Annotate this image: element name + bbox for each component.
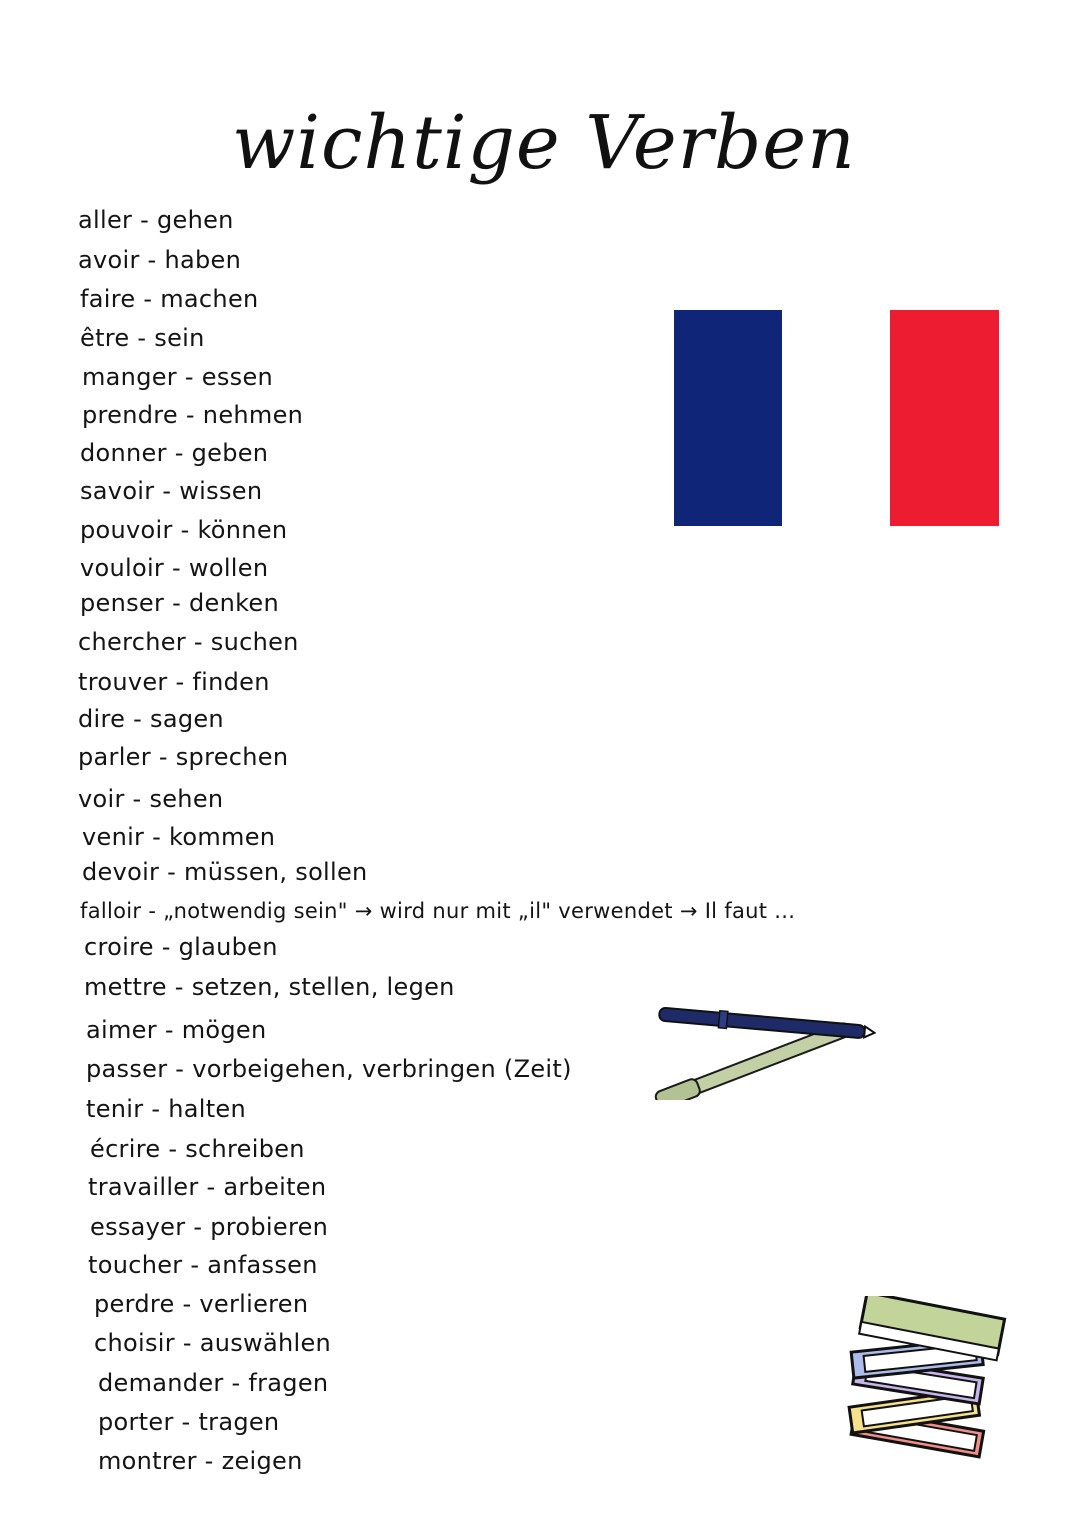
vocab-item: perdre - verlieren	[94, 1290, 309, 1318]
vocab-item: travailler - arbeiten	[88, 1173, 327, 1201]
pens-icon	[636, 1004, 876, 1100]
vocab-item: chercher - suchen	[78, 628, 299, 656]
flag-blue-stripe	[674, 310, 782, 526]
vocab-item: porter - tragen	[98, 1408, 280, 1436]
vocab-item: savoir - wissen	[80, 477, 263, 505]
vocab-item: mettre - setzen, stellen, legen	[84, 973, 455, 1001]
vocab-item: donner - geben	[80, 439, 269, 467]
vocab-item: aimer - mögen	[86, 1016, 267, 1044]
vocab-item: trouver - finden	[78, 668, 270, 696]
vocab-item: devoir - müssen, sollen	[82, 858, 368, 886]
vocab-item: penser - denken	[80, 589, 279, 617]
french-flag	[674, 310, 999, 526]
vocab-item: prendre - nehmen	[82, 401, 304, 429]
vocab-item: choisir - auswählen	[94, 1329, 332, 1357]
vocab-item: aller - gehen	[78, 206, 234, 234]
vocab-item: croire - glauben	[84, 933, 278, 961]
vocab-item: montrer - zeigen	[98, 1447, 303, 1475]
vocab-item: falloir - „notwendig sein" → wird nur mit „il" verwendet → Il faut ...	[80, 899, 796, 923]
vocab-item: dire - sagen	[78, 705, 224, 733]
book-stack-icon	[840, 1296, 1020, 1466]
vocab-item: faire - machen	[80, 285, 259, 313]
vocab-item: être - sein	[80, 324, 205, 352]
vocab-item: vouloir - wollen	[80, 554, 269, 582]
vocab-item: avoir - haben	[78, 246, 242, 274]
flag-red-stripe	[890, 310, 999, 526]
vocab-item: demander - fragen	[98, 1369, 329, 1397]
page-title: wichtige Verben	[232, 100, 856, 186]
vocab-item: essayer - probieren	[90, 1213, 329, 1241]
vocab-item: écrire - schreiben	[90, 1135, 305, 1163]
vocab-item: manger - essen	[82, 363, 274, 391]
vocab-item: toucher - anfassen	[88, 1251, 318, 1279]
vocab-item: voir - sehen	[78, 785, 224, 813]
vocab-item: passer - vorbeigehen, verbringen (Zeit)	[86, 1055, 572, 1083]
vocab-item: parler - sprechen	[78, 743, 289, 771]
vocab-item: tenir - halten	[86, 1095, 247, 1123]
vocab-item: venir - kommen	[82, 823, 276, 851]
vocab-item: pouvoir - können	[80, 516, 288, 544]
